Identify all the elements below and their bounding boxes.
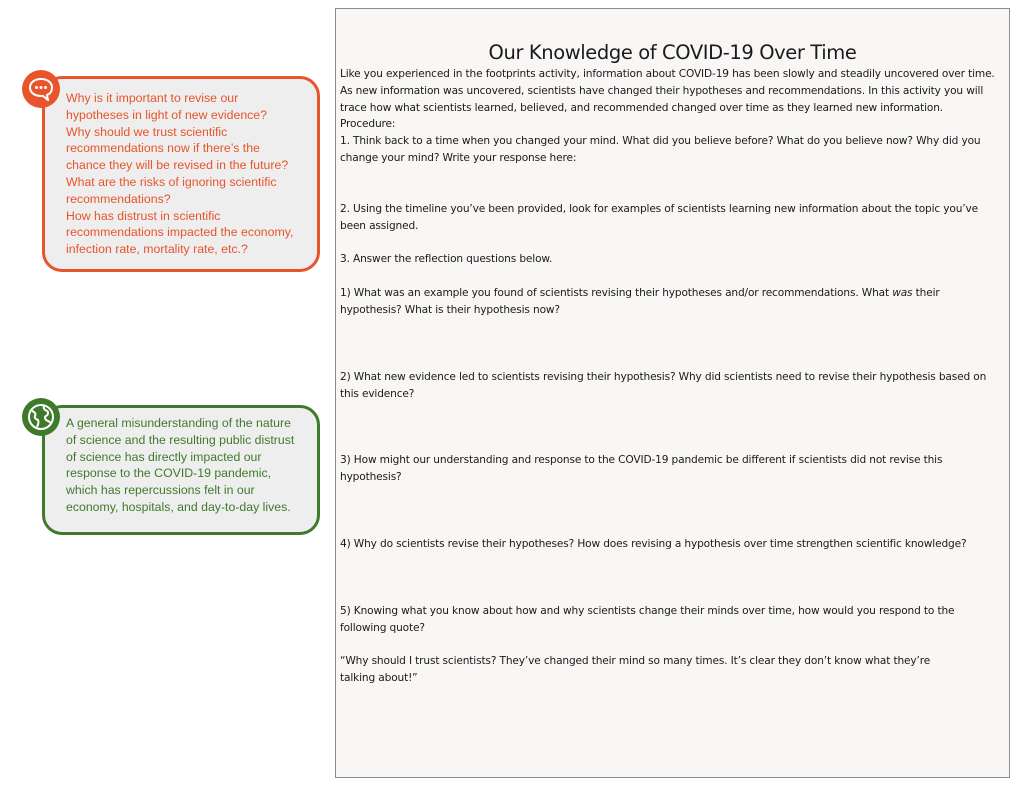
question-3 — [340, 452, 1006, 486]
step-3-line: 3. Answer the reflection questions below. — [340, 253, 553, 265]
step-3 — [340, 251, 1006, 268]
callout-line: hypotheses in light of new evidence? — [66, 107, 267, 122]
globe-icon — [22, 398, 60, 436]
question-2 — [340, 369, 1006, 403]
quote-line — [340, 653, 1006, 670]
callout-line: chance they will be revised in the future? — [66, 158, 289, 173]
question-3-line: 3) How might our understanding and response to the COVID-19 pandemic be different if scientists did not revise this — [340, 454, 943, 466]
callout-line: economy, hospitals, and day-to-day lives. — [66, 499, 291, 514]
chat-bubble-icon — [22, 70, 60, 108]
reflection-questions-text — [66, 90, 307, 258]
question-1-line: hypothesis? What is their hypothesis now? — [340, 303, 560, 316]
intro-line: As new information was uncovered, scientists have changed their hypotheses and recommendations. In this activity you will — [340, 84, 984, 97]
intro-paragraph — [340, 66, 1006, 167]
callout-line: How has distrust in scientific — [66, 208, 221, 223]
callout-line: of science and the resulting public distrust — [66, 432, 295, 447]
callout-line: recommendations impacted the economy, — [66, 225, 294, 240]
callout-line: recommendations? — [66, 191, 171, 206]
question-1 — [340, 285, 1006, 319]
question-2-line: this evidence? — [340, 387, 415, 400]
callout-line: infection rate, mortality rate, etc.? — [66, 242, 248, 257]
callout-line: response to the COVID-19 pandemic, — [66, 466, 272, 481]
step-1-line: 1. Think back to a time when you changed your mind. What did you believe before? What do you believe now? Why did you — [340, 135, 981, 148]
worksheet-title: Our Knowledge of COVID-19 Over Time — [488, 41, 857, 64]
callout-line: Why is it important to revise our — [66, 91, 239, 105]
question-5-line: following quote? — [340, 621, 425, 634]
step-2-line: been assigned. — [340, 219, 419, 232]
intro-line: trace how what scientists learned, believed, and recommended changed over time as they learned new information. — [340, 101, 944, 114]
intro-line: Like you experienced in the footprints activity, information about COVID-19 has been slowly and steadily uncovered over time. — [340, 68, 995, 80]
question-1-text-end: their — [912, 287, 940, 299]
callout-line: What are the risks of ignoring scientific — [66, 174, 277, 189]
reflection-questions-callout — [42, 76, 320, 272]
question-5 — [340, 603, 1006, 637]
step-2 — [340, 201, 1006, 235]
callout-line: which has repercussions felt in our — [66, 483, 255, 498]
callout-line: Why should we trust scientific — [66, 124, 228, 139]
question-1-line — [340, 285, 1006, 302]
quote-text: “Why should I trust scientists? They’ve changed their mind so many times. It’s clear they don’t know what they’re — [340, 655, 931, 667]
question-1-emphasis: was — [892, 287, 913, 299]
question-3-line: hypothesis? — [340, 470, 402, 483]
context-note-text — [66, 415, 307, 516]
step-1-line: change your mind? Write your response here: — [340, 151, 577, 164]
question-2-line: 2) What new evidence led to scientists revising their hypothesis? Why did scientists need to revise their hypothesis based on — [340, 371, 987, 383]
question-5-line: 5) Knowing what you know about how and why scientists change their minds over time, how would you respond to the — [340, 605, 955, 617]
question-4-line: 4) Why do scientists revise their hypotheses? How does revising a hypothesis over time strengthen scientific knowledge? — [340, 538, 967, 550]
quote-line: talking about!” — [340, 671, 418, 684]
quote-block — [340, 653, 1006, 687]
context-note-callout — [42, 405, 320, 535]
step-2-line: 2. Using the timeline you’ve been provided, look for examples of scientists learning new information about the topic you’ve — [340, 203, 979, 215]
question-4 — [340, 536, 1006, 553]
callout-line: recommendations now if there’s the — [66, 141, 260, 156]
worksheet-panel — [335, 8, 1010, 778]
question-1-text: 1) What was an example you found of scientists revising their hypotheses and/or recommendations. What — [340, 287, 893, 299]
procedure-label: Procedure: — [340, 118, 396, 131]
callout-line: A general misunderstanding of the nature — [66, 416, 291, 430]
callout-line: of science has directly impacted our — [66, 449, 262, 464]
